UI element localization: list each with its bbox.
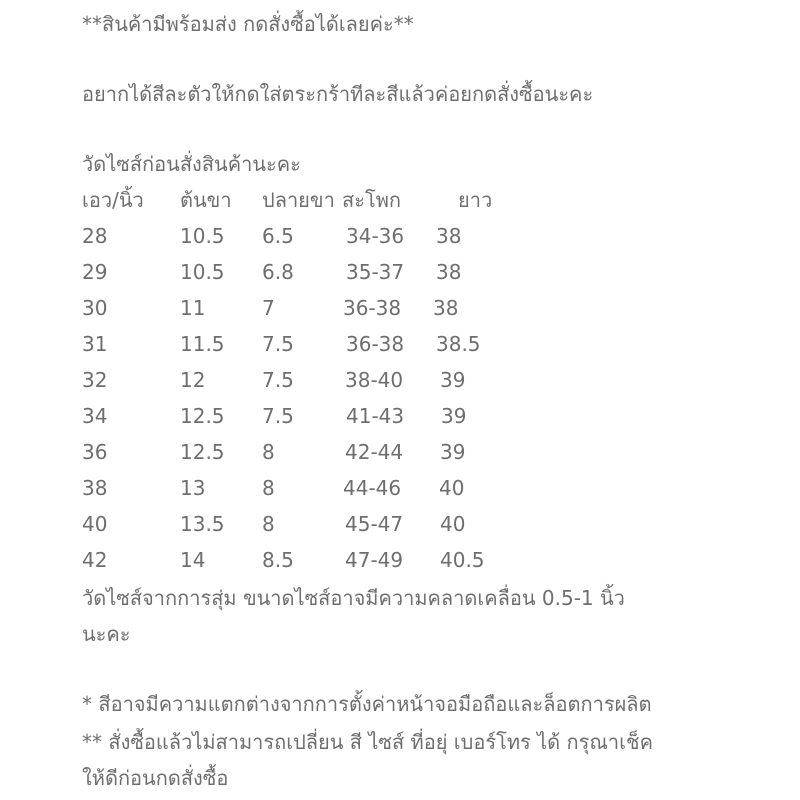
cell-hip: 35-37 [346, 260, 405, 284]
cell-length: 40 [440, 512, 466, 536]
size-chart-header-row [0, 186, 800, 216]
table-row [0, 546, 800, 576]
cell-leg-opening: 8 [262, 476, 275, 500]
cell-thigh: 12.5 [180, 440, 225, 464]
cell-length: 39 [440, 368, 466, 392]
cell-thigh: 14 [180, 548, 206, 572]
column-header-thigh: ต้นขา [180, 188, 232, 212]
cell-thigh: 12.5 [180, 404, 225, 428]
cell-hip: 36-38 [343, 296, 402, 320]
table-row [0, 510, 800, 540]
cell-waist: 30 [82, 296, 108, 320]
cell-length: 38 [436, 224, 462, 248]
cell-leg-opening: 8 [262, 440, 275, 464]
column-header-hip: สะโพก [342, 188, 401, 212]
cell-hip: 36-38 [346, 332, 405, 356]
in-stock-note: **สินค้ามีพร้อมส่ง กดสั่งซื้อได้เลยค่ะ** [82, 12, 414, 36]
cell-thigh: 11 [180, 296, 206, 320]
cell-leg-opening: 6.5 [262, 224, 294, 248]
cell-thigh: 10.5 [180, 224, 225, 248]
cell-leg-opening: 7 [262, 296, 275, 320]
cell-leg-opening: 7.5 [262, 404, 294, 428]
cell-length: 38 [436, 260, 462, 284]
column-header-leg-opening: ปลายขา [262, 188, 335, 212]
size-tolerance-note-cont: นะคะ [82, 622, 131, 646]
cell-waist: 36 [82, 440, 108, 464]
cell-hip: 42-44 [345, 440, 404, 464]
cell-hip: 45-47 [345, 512, 404, 536]
size-chart-title: วัดไซส์ก่อนสั่งสินค้านะคะ [82, 152, 301, 176]
table-row [0, 366, 800, 396]
size-tolerance-note: วัดไซส์จากการสุ่ม ขนาดไซส์อาจมีความคลาดเคลื่อน 0.5-1 นิ้ว [82, 586, 625, 610]
cell-thigh: 13.5 [180, 512, 225, 536]
cell-leg-opening: 6.8 [262, 260, 294, 284]
cell-thigh: 12 [180, 368, 206, 392]
cell-waist: 31 [82, 332, 108, 356]
cell-thigh: 10.5 [180, 260, 225, 284]
cell-waist: 32 [82, 368, 108, 392]
cell-length: 40.5 [440, 548, 485, 572]
cell-length: 39 [440, 440, 466, 464]
cell-hip: 47-49 [345, 548, 404, 572]
cell-length: 39 [441, 404, 467, 428]
table-row [0, 402, 800, 432]
no-change-note: ** สั่งซื้อแล้วไม่สามารถเปลี่ยน สี ไซส์ ที่อยุ่ เบอร์โทร ได้ กรุณาเช็ค [82, 730, 653, 754]
cell-leg-opening: 7.5 [262, 368, 294, 392]
table-row [0, 222, 800, 252]
no-change-note-cont: ให้ดีก่อนกดสั่งซื้อ [82, 766, 229, 790]
cell-length: 38.5 [436, 332, 481, 356]
cell-waist: 42 [82, 548, 108, 572]
cell-leg-opening: 8 [262, 512, 275, 536]
column-header-waist: เอว/นิ้ว [82, 188, 144, 212]
table-row [0, 438, 800, 468]
cell-hip: 34-36 [346, 224, 405, 248]
table-row [0, 330, 800, 360]
truncated-text-line [82, 792, 682, 800]
cell-thigh: 11.5 [180, 332, 225, 356]
table-row [0, 258, 800, 288]
table-row [0, 474, 800, 504]
cell-waist: 38 [82, 476, 108, 500]
table-row [0, 294, 800, 324]
cell-waist: 28 [82, 224, 108, 248]
cell-leg-opening: 8.5 [262, 548, 294, 572]
cart-instruction-note: อยากได้สีละตัวให้กดใส่ตระกร้าทีละสีแล้วค่อยกดสั่งซื้อนะคะ [82, 82, 594, 106]
cell-length: 38 [433, 296, 459, 320]
cell-length: 40 [439, 476, 465, 500]
column-header-length: ยาว [458, 188, 493, 212]
cell-hip: 38-40 [345, 368, 404, 392]
cell-waist: 34 [82, 404, 108, 428]
cell-waist: 40 [82, 512, 108, 536]
cell-leg-opening: 7.5 [262, 332, 294, 356]
cell-waist: 29 [82, 260, 108, 284]
cell-hip: 41-43 [346, 404, 405, 428]
cell-thigh: 13 [180, 476, 206, 500]
color-variance-note: * สีอาจมีความแตกต่างจากการตั้งค่าหน้าจอมือถือและล็อตการผลิต [82, 692, 652, 716]
cell-hip: 44-46 [343, 476, 402, 500]
